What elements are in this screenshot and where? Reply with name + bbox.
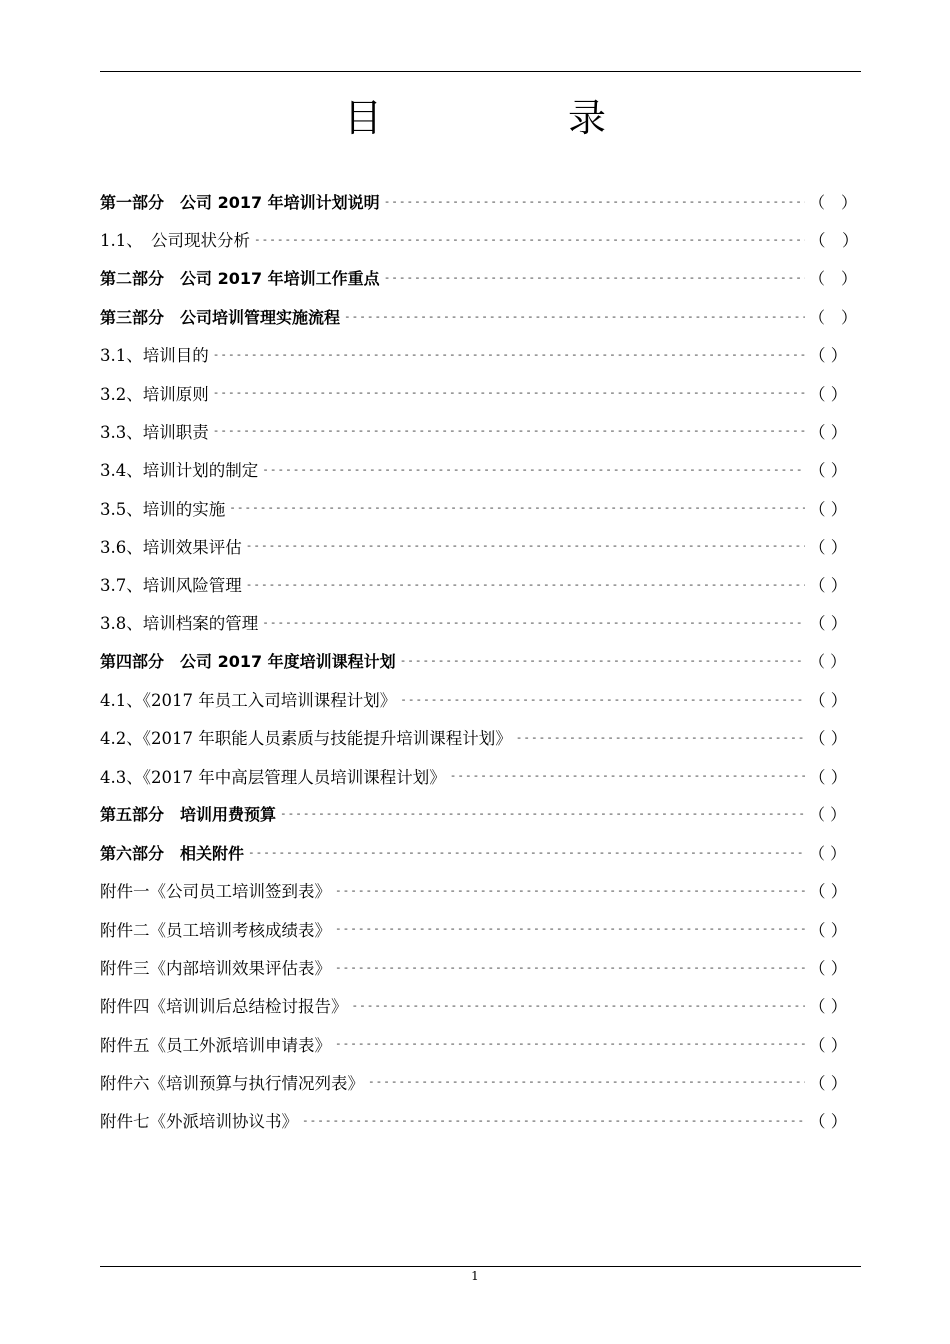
header-rule: [100, 71, 861, 72]
toc-entry[interactable]: [100, 795, 861, 833]
toc-entry-label: 第一部分 公司 2017 年培训计划说明: [100, 192, 380, 212]
toc-entry-page: （ ）: [809, 461, 848, 481]
toc-entry-page: （ ）: [809, 1112, 848, 1132]
toc-entry-page: （ ）: [809, 576, 848, 596]
toc-entry[interactable]: [100, 373, 861, 411]
toc-entry-label: 3.2、培训原则: [100, 384, 209, 404]
toc-entry-label: 3.4、培训计划的制定: [100, 461, 259, 481]
dot-leader: [246, 578, 805, 591]
toc-entry[interactable]: [100, 871, 861, 909]
toc-entry-label: 3.7、培训风险管理: [100, 576, 242, 596]
toc-entry[interactable]: [100, 1063, 861, 1101]
toc-entry-page: （ ）: [809, 346, 848, 366]
dot-leader: [384, 195, 805, 208]
dot-leader: [335, 961, 805, 974]
dot-leader: [213, 386, 805, 399]
toc-entry[interactable]: [100, 756, 861, 794]
dot-leader: [213, 348, 805, 361]
dot-leader: [335, 884, 805, 897]
toc-entry[interactable]: [100, 833, 861, 871]
toc-entry[interactable]: [100, 1101, 861, 1139]
toc-entry-label: 4.2、《2017 年职能人员素质与技能提升培训课程计划》: [100, 729, 512, 749]
toc-entry-label: 附件一《公司员工培训签到表》: [100, 882, 331, 902]
toc-entry[interactable]: [100, 297, 861, 335]
dot-leader: [248, 846, 805, 859]
toc-entry-label: 附件三《内部培训效果评估表》: [100, 959, 331, 979]
toc-entry[interactable]: [100, 220, 861, 258]
toc-entry-page: （ ）: [809, 997, 848, 1017]
dot-leader: [280, 807, 805, 820]
dot-leader: [368, 1075, 805, 1088]
dot-leader: [516, 731, 805, 744]
toc-entry[interactable]: [100, 718, 861, 756]
toc-entry[interactable]: [100, 642, 861, 680]
toc-entry[interactable]: [100, 948, 861, 986]
toc-entry[interactable]: [100, 335, 861, 373]
dot-leader: [213, 424, 805, 437]
dot-leader: [344, 310, 805, 323]
toc-entry-label: 3.5、培训的实施: [100, 499, 226, 519]
toc-entry-label: 附件四《培训训后总结检讨报告》: [100, 997, 348, 1017]
toc-entry-page: （ ）: [809, 614, 848, 634]
toc-entry-label: 第二部分 公司 2017 年培训工作重点: [100, 269, 380, 289]
toc-entry-page: （ ）: [809, 499, 848, 519]
dot-leader: [262, 463, 805, 476]
toc-entry[interactable]: [100, 680, 861, 718]
toc-entry-page: （ ）: [809, 805, 847, 825]
toc-entry[interactable]: [100, 910, 861, 948]
dot-leader: [335, 1037, 805, 1050]
toc-entry-label: 4.1、《2017 年员工入司培训课程计划》: [100, 691, 397, 710]
toc-entry[interactable]: [100, 603, 861, 641]
toc-entry-label: 附件六《培训预算与执行情况列表》: [100, 1073, 364, 1093]
toc-entry-label: 附件五《员工外派培训申请表》: [100, 1035, 331, 1055]
toc-entry-label: 第四部分 公司 2017 年度培训课程计划: [100, 652, 396, 672]
toc-entry-page: （ ）: [809, 231, 859, 251]
toc-entry-page: （ ）: [809, 1035, 848, 1055]
dot-leader: [400, 693, 805, 706]
dot-leader: [335, 922, 805, 935]
toc-entry[interactable]: [100, 450, 861, 488]
toc-entry-page: （ ）: [809, 691, 848, 710]
dot-leader: [400, 654, 805, 667]
toc-entry-page: （ ）: [809, 767, 848, 787]
page-title: 目 录: [343, 96, 680, 140]
toc-entry-page: （ ）: [809, 882, 848, 902]
dot-leader: [352, 999, 806, 1012]
toc-entry-label: 附件二《员工培训考核成绩表》: [100, 920, 331, 940]
toc-entry-page: （ ）: [809, 307, 858, 327]
toc-entry-label: 3.3、培训职责: [100, 422, 209, 442]
toc-entry-label: 第六部分 相关附件: [100, 843, 245, 863]
table-of-contents: [100, 182, 861, 1139]
toc-entry[interactable]: [100, 488, 861, 526]
toc-entry-page: （ ）: [809, 384, 848, 404]
toc-entry-page: （ ）: [809, 422, 848, 442]
page-number: 1: [471, 1269, 479, 1283]
toc-entry[interactable]: [100, 565, 861, 603]
toc-entry[interactable]: [100, 412, 861, 450]
dot-leader: [302, 1114, 805, 1127]
toc-entry-page: （ ）: [809, 729, 848, 749]
dot-leader: [246, 539, 805, 552]
toc-entry-page: （ ）: [809, 652, 847, 672]
dot-leader: [262, 616, 805, 629]
toc-entry-page: （ ）: [809, 192, 858, 212]
dot-leader: [229, 501, 805, 514]
toc-entry-label: 3.6、培训效果评估: [100, 537, 242, 557]
toc-entry-page: （ ）: [809, 959, 848, 979]
toc-entry-page: （ ）: [809, 537, 848, 557]
toc-entry-label: 3.8、培训档案的管理: [100, 614, 259, 634]
toc-entry[interactable]: [100, 527, 861, 565]
toc-entry[interactable]: [100, 986, 861, 1024]
toc-entry-page: （ ）: [809, 1073, 848, 1093]
toc-entry[interactable]: [100, 259, 861, 297]
toc-entry-label: 附件七《外派培训协议书》: [100, 1112, 298, 1132]
footer-rule: [100, 1266, 861, 1267]
toc-entry-label: 第五部分 培训用费预算: [100, 805, 277, 825]
toc-entry[interactable]: [100, 1025, 861, 1063]
toc-entry-page: （ ）: [809, 920, 848, 940]
dot-leader: [450, 769, 805, 782]
toc-entry-page: （ ）: [809, 269, 858, 289]
dot-leader: [254, 233, 805, 246]
toc-entry-label: 4.3、《2017 年中高层管理人员培训课程计划》: [100, 767, 446, 787]
toc-entry[interactable]: [100, 182, 861, 220]
toc-entry-label: 3.1、培训目的: [100, 346, 209, 366]
toc-entry-label: 1.1、 公司现状分析: [100, 231, 250, 251]
toc-entry-label: 第三部分 公司培训管理实施流程: [100, 307, 341, 327]
toc-entry-page: （ ）: [809, 843, 847, 863]
dot-leader: [384, 271, 805, 284]
